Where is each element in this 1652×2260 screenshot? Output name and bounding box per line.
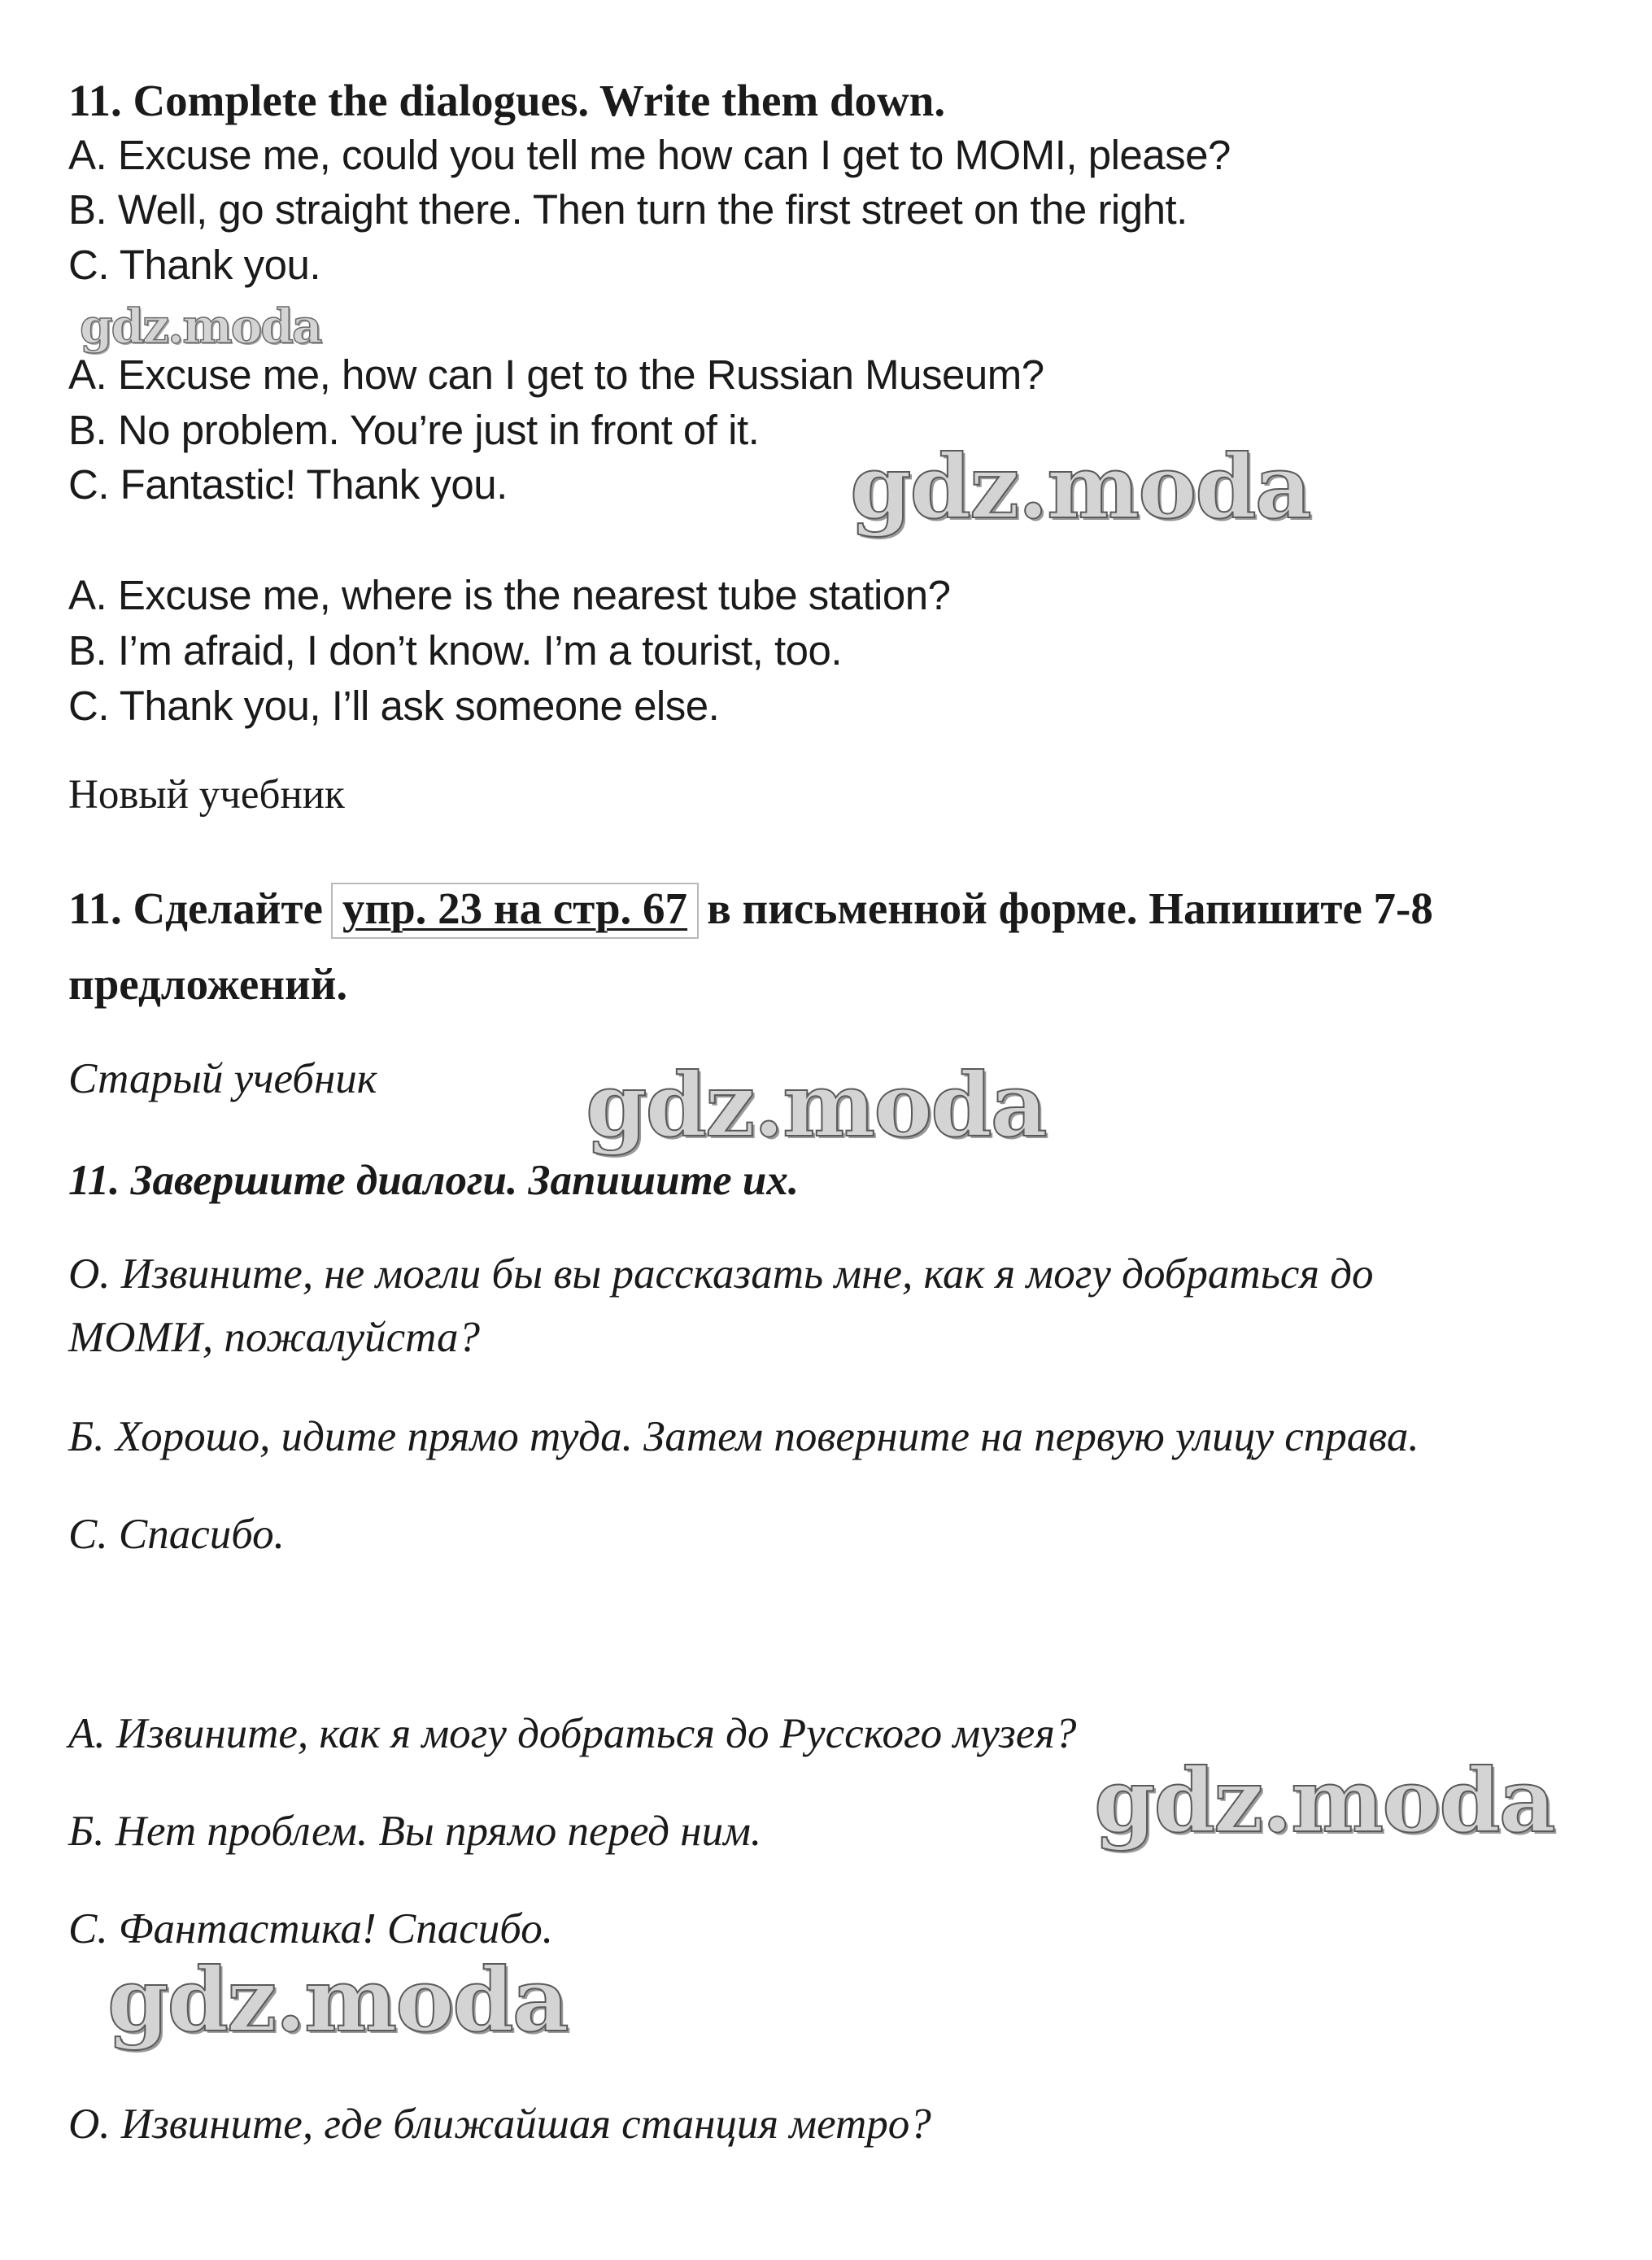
ru-dialogue1-line-b: Б. Хорошо, идите прямо туда. Затем поверните на первую улицу справа. [68,1413,1419,1460]
task-prefix: 11. Сделайте [68,883,323,933]
dialogue2-line-c: C. Fantastic! Thank you. [68,461,508,508]
exercise-reference-link[interactable]: упр. 23 на стр. 67 [342,883,688,933]
dialogue2-line-b: B. No problem. You’re just in front of it. [68,407,760,453]
watermark-logo: gdz.moda [80,299,321,354]
dialogue1-line-c: C. Thank you. [68,242,321,288]
ru-dialogue1-line-a: О. Извините, не могли бы вы рассказать мне, как я могу добраться до [68,1250,1374,1298]
task-suffix: в письменной форме. Напишите 7-8 [707,883,1433,933]
dialogue1-line-b: B. Well, go straight there. Then turn the first street on the right. [68,186,1188,233]
ru-dialogue1-line-c: С. Спасибо. [68,1511,285,1558]
new-textbook-task-line2: предложений. [68,959,348,1009]
exercise-title-english: 11. Complete the dialogues. Write them down. [68,76,946,125]
ru-dialogue3-line-a: О. Извините, где ближайшая станция метро? [68,2101,931,2148]
watermark-logo: gdz.moda [107,1949,568,2052]
watermark-logo: gdz.moda [586,1054,1046,1157]
exercise-title-russian: 11. Завершите диалоги. Запишите их. [68,1157,800,1204]
new-textbook-label: Новый учебник [68,772,345,818]
new-textbook-task [68,883,1433,939]
dialogue3-line-c: C. Thank you, I’ll ask someone else. [68,683,720,729]
exercise-reference-box[interactable] [331,883,699,939]
ru-dialogue2-line-a: А. Извините, как я могу добраться до Русского музея? [68,1710,1077,1757]
dialogue2-line-a: A. Excuse me, how can I get to the Russian Museum? [68,351,1044,398]
old-textbook-label: Старый учебник [68,1055,377,1102]
watermark-logo: gdz.moda [850,436,1310,539]
watermark-logo: gdz.moda [1094,1750,1554,1852]
ru-dialogue2-line-c: С. Фантастика! Спасибо. [68,1905,553,1952]
dialogue1-line-a: A. Excuse me, could you tell me how can I get to MOMI, please? [68,132,1231,178]
ru-dialogue2-line-b: Б. Нет проблем. Вы прямо перед ним. [68,1808,762,1855]
dialogue3-line-b: B. I’m afraid, I don’t know. I’m a tourist, too. [68,627,843,674]
ru-dialogue1-line-a-cont: МОМИ, пожалуйста? [68,1314,481,1361]
dialogue3-line-a: A. Excuse me, where is the nearest tube station? [68,572,951,618]
